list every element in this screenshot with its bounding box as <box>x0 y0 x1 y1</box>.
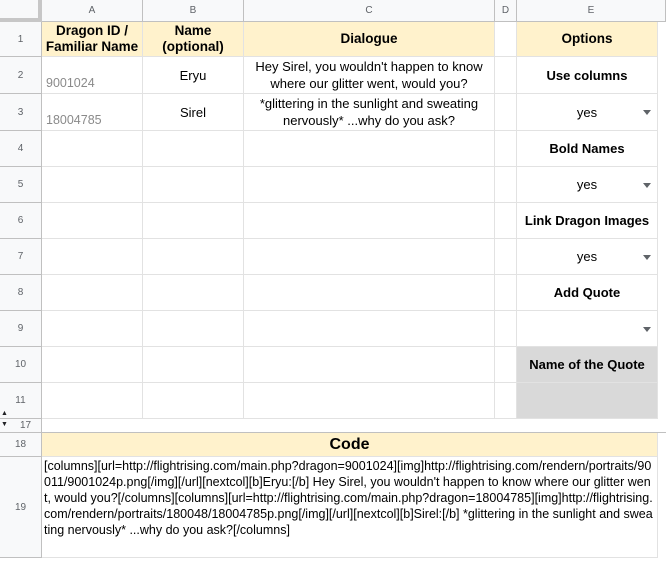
bold-names-value: yes <box>576 177 598 192</box>
bold-names-label: Bold Names <box>517 131 658 167</box>
empty-cell[interactable] <box>42 311 143 347</box>
empty-cell[interactable] <box>143 275 244 311</box>
collapsed-row-17 <box>42 419 666 433</box>
empty-cell[interactable] <box>495 239 517 275</box>
empty-cell[interactable] <box>143 311 244 347</box>
row-header-4[interactable]: 4 <box>0 131 42 167</box>
use-columns-label: Use columns <box>517 57 658 94</box>
empty-cell[interactable] <box>42 347 143 383</box>
quote-name-label: Name of the Quote <box>517 347 658 383</box>
cell-d1[interactable] <box>495 22 517 57</box>
empty-cell[interactable] <box>495 311 517 347</box>
empty-cell[interactable] <box>143 383 244 419</box>
row-header-7[interactable]: 7 <box>0 239 42 275</box>
empty-cell[interactable] <box>244 311 495 347</box>
dropdown-arrow-icon[interactable] <box>643 327 651 332</box>
column-header-e[interactable]: E <box>517 0 666 22</box>
row-header-6[interactable]: 6 <box>0 203 42 239</box>
column-header-b[interactable]: B <box>143 0 244 22</box>
row-header-2[interactable]: 2 <box>0 57 42 94</box>
empty-cell[interactable] <box>244 275 495 311</box>
empty-cell[interactable] <box>42 203 143 239</box>
empty-cell[interactable] <box>143 203 244 239</box>
row-header-18[interactable]: 18 <box>0 433 42 457</box>
dialogue-cell[interactable]: *glittering in the sunlight and sweating nervously* ...why do you ask? <box>244 94 495 131</box>
row-header-17[interactable]: ▲ ▼ 17 <box>0 419 42 433</box>
header-dialogue[interactable]: Dialogue <box>244 22 495 57</box>
bold-names-dropdown[interactable] <box>517 167 658 203</box>
empty-cell[interactable] <box>143 347 244 383</box>
empty-cell[interactable] <box>143 239 244 275</box>
row-header-9[interactable]: 9 <box>0 311 42 347</box>
header-name[interactable]: Name (optional) <box>143 22 244 57</box>
dragon-id-cell[interactable]: 9001024 <box>42 57 143 94</box>
row-header-10[interactable]: 10 <box>0 347 42 383</box>
use-columns-value: yes <box>576 104 598 120</box>
link-images-value: yes <box>576 249 598 264</box>
code-output[interactable]: [columns][url=http://flightrising.com/main.php?dragon=9001024][img]http://flightrising.com/rendern/portraits/90011/9001024p.png[/img][/url][nextcol][b]Eryu:[/b] Hey Sirel, you wouldn't happen to know where our glitter went, would you?[/columns][columns][url=http://flightrising.com/main.php?dragon=18004785][img]http://flightrising.com/rendern/portraits/180048/18004785p.png[/img][/url][nextcol][b]Sirel:[/b] *glittering in the sunlight and sweating nervously* ...why do you ask?[/columns] <box>42 457 658 558</box>
add-quote-label: Add Quote <box>517 275 658 311</box>
column-header-c[interactable]: C <box>244 0 495 22</box>
row-header-11[interactable]: 11 <box>0 383 42 419</box>
dropdown-arrow-icon[interactable] <box>643 183 651 188</box>
column-header-a[interactable]: A <box>42 0 143 22</box>
dropdown-arrow-icon[interactable] <box>643 255 651 260</box>
empty-cell[interactable] <box>244 383 495 419</box>
column-header-d[interactable]: D <box>495 0 517 22</box>
row-header-3[interactable]: 3 <box>0 94 42 131</box>
empty-cell[interactable] <box>42 275 143 311</box>
empty-cell[interactable] <box>143 167 244 203</box>
empty-cell[interactable] <box>244 347 495 383</box>
empty-cell[interactable] <box>495 347 517 383</box>
empty-cell[interactable] <box>495 383 517 419</box>
empty-cell[interactable] <box>495 203 517 239</box>
link-images-dropdown[interactable] <box>517 239 658 275</box>
empty-cell[interactable] <box>42 383 143 419</box>
empty-cell[interactable] <box>495 131 517 167</box>
code-header[interactable]: Code <box>42 433 658 457</box>
expand-rows-down-icon[interactable]: ▼ <box>1 421 8 428</box>
link-images-label: Link Dragon Images <box>517 203 658 239</box>
header-dragon-id[interactable]: Dragon ID / Familiar Name <box>42 22 143 57</box>
row-header-8[interactable]: 8 <box>0 275 42 311</box>
header-options[interactable]: Options <box>517 22 658 57</box>
row-header-5[interactable]: 5 <box>0 167 42 203</box>
quote-name-input[interactable] <box>517 383 658 419</box>
use-columns-dropdown[interactable] <box>517 94 658 131</box>
expand-rows-up-icon[interactable]: ▲ <box>1 410 8 417</box>
empty-cell[interactable] <box>244 131 495 167</box>
cell-d3[interactable] <box>495 94 517 131</box>
row-header-1[interactable]: 1 <box>0 22 42 57</box>
empty-cell[interactable] <box>42 167 143 203</box>
empty-cell[interactable] <box>42 131 143 167</box>
name-cell[interactable]: Sirel <box>143 94 244 131</box>
name-cell[interactable]: Eryu <box>143 57 244 94</box>
empty-cell[interactable] <box>495 275 517 311</box>
dragon-id-cell[interactable]: 18004785 <box>42 94 143 131</box>
cell-d2[interactable] <box>495 57 517 94</box>
empty-cell[interactable] <box>495 167 517 203</box>
dropdown-arrow-icon[interactable] <box>643 110 651 115</box>
add-quote-dropdown[interactable] <box>517 311 658 347</box>
dialogue-cell[interactable]: Hey Sirel, you wouldn't happen to know where our glitter went, would you? <box>244 57 495 94</box>
empty-cell[interactable] <box>244 167 495 203</box>
empty-cell[interactable] <box>42 239 143 275</box>
empty-cell[interactable] <box>143 131 244 167</box>
empty-cell[interactable] <box>244 239 495 275</box>
row-header-19[interactable]: 19 <box>0 457 42 558</box>
empty-cell[interactable] <box>244 203 495 239</box>
